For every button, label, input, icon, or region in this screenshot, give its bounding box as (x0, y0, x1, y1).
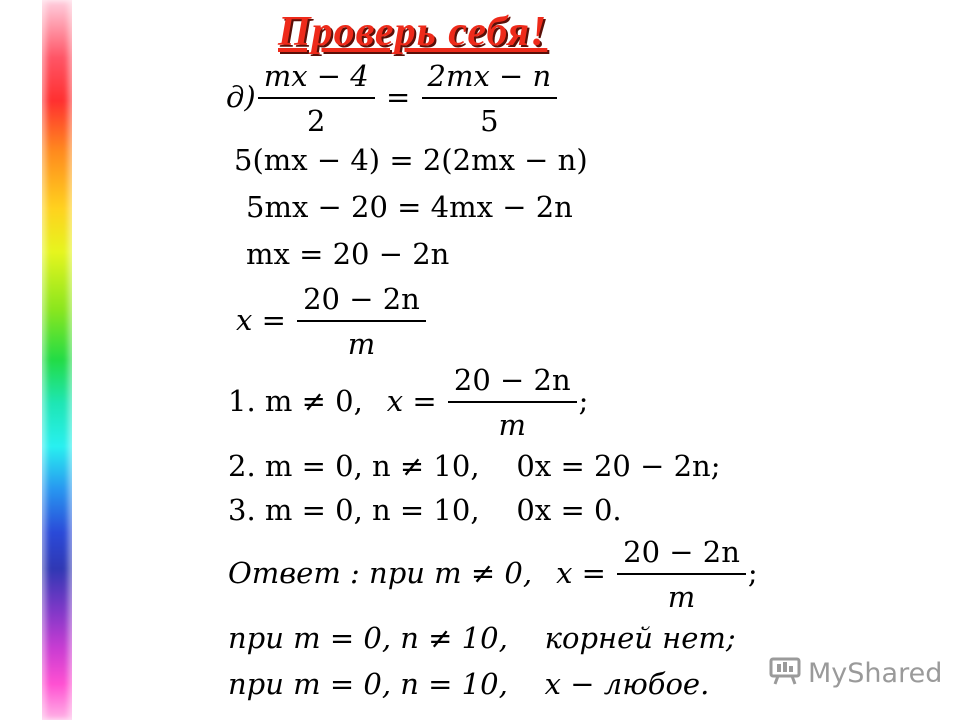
case-2: 2. m = 0, n ≠ 10, 0x = 20 − 2n; (228, 449, 721, 483)
watermark-logo (768, 656, 942, 693)
equation-line-2: 5(mx − 4) = 2(2mx − n) (234, 143, 588, 177)
equation-line-5: x = $\frac{20 - 2n}{m}$ (236, 285, 428, 359)
item-label: д) (226, 80, 256, 114)
fraction-case-1: $\frac{20 - 2n}{m}$ (448, 366, 577, 440)
presentation-board-icon (768, 656, 802, 693)
equation-line-4: mx = 20 − 2n (246, 237, 450, 271)
equals-sign: = (385, 80, 411, 114)
answer-line-3: при m = 0, n = 10, x − любое. (228, 667, 710, 701)
equation-line-3: 5mx − 20 = 4mx − 2n (246, 190, 573, 224)
case-3: 3. m = 0, n = 10, 0x = 0. (228, 493, 622, 527)
fraction-answer: $\frac{20 - 2n}{m}$ (617, 538, 746, 612)
fraction-solution: $\frac{20 - 2n}{m}$ (297, 285, 426, 359)
answer-line-1: Ответ : при m ≠ 0, x = $\frac{20 - 2n}{m}$ ; (228, 535, 758, 614)
fraction-lhs: $\frac{mx - 4}{2}$ (258, 62, 375, 136)
answer-line-2: при m = 0, n ≠ 10, корней нет; (228, 621, 736, 655)
slide-title: Проверь себя! (278, 9, 548, 55)
rainbow-stripe (42, 0, 72, 720)
equation-line-1 (226, 59, 559, 138)
case-1: 1. m ≠ 0, x = $\frac{20 - 2n}{m}$ ; (228, 363, 589, 442)
fraction-rhs: $\frac{2mx - n}{5}$ (422, 62, 558, 136)
logo-text: MyShared (808, 658, 943, 689)
